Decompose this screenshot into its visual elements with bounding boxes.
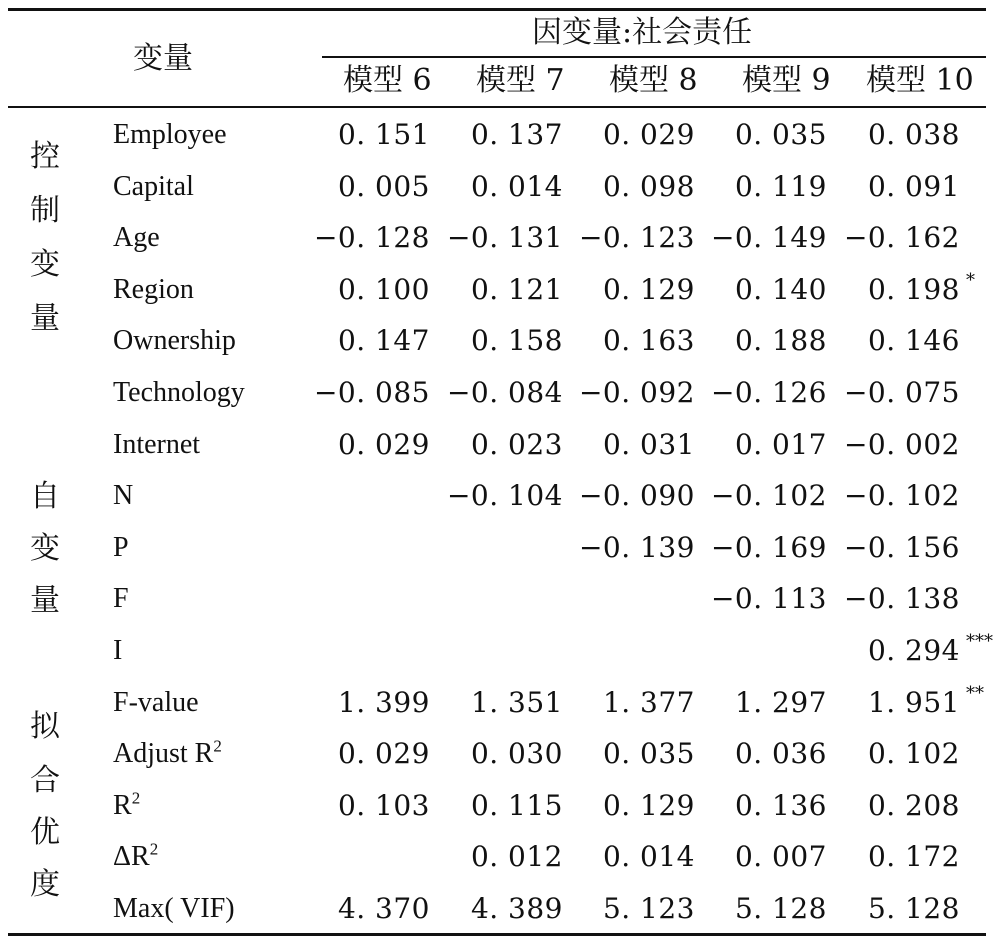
superscript: 2 [131,788,141,808]
table-cell: 0. 198 [867,273,960,306]
table-cell: −0. 128 [313,221,430,254]
table-cell: 0. 014 [470,170,563,203]
significance-marker: ** [966,683,984,704]
model-8-header: 模型 8 [609,63,698,98]
table-cell: −0. 149 [710,221,827,254]
variable-name [113,327,236,355]
table-cell: 4. 389 [470,892,563,925]
group-control-char: 量 [30,301,60,336]
table-cell: 0. 035 [602,737,695,770]
variable-label: ΔR [113,841,150,872]
table-cell: 0. 007 [734,840,827,873]
variable-name [113,379,245,407]
table-cell: −0. 075 [843,376,960,409]
variable-name [113,637,122,665]
variable-label: R [113,790,132,821]
variable-name [113,173,194,201]
table-cell: 0. 005 [337,170,430,203]
group-independent-char: 量 [30,583,60,618]
top-rule [8,8,986,11]
variable-name [113,534,129,562]
variable-name [113,224,160,252]
variable-label: Age [113,222,160,253]
table-cell: 0. 029 [602,118,695,151]
group-control-char: 变 [30,247,60,282]
table-cell: 0. 146 [867,324,960,357]
group-fit-char: 合 [30,763,60,798]
table-cell: 0. 012 [470,840,563,873]
table-cell: −0. 102 [710,479,827,512]
model-10-header: 模型 10 [866,63,974,98]
table-cell: 0. 158 [470,324,563,357]
model-7-header: 模型 7 [476,63,565,98]
variable-name [113,689,199,717]
table-cell: 1. 297 [734,686,827,719]
table-cell: 4. 370 [337,892,430,925]
table-cell: −0. 090 [578,479,695,512]
group-independent-char: 自 [30,479,60,514]
table-cell: −0. 104 [446,479,563,512]
table-cell: 0. 035 [734,118,827,151]
group-fit-char: 度 [30,867,60,902]
variable-label: Technology [113,377,245,408]
table-cell: 0. 119 [734,170,827,203]
table-cell: 0. 147 [337,324,430,357]
variable-name [113,736,222,769]
variable-name [113,482,133,510]
table-cell: −0. 002 [843,428,960,461]
table-cell: 0. 098 [602,170,695,203]
bottom-rule [8,933,986,936]
variable-name [113,788,141,821]
table-cell: −0. 102 [843,479,960,512]
header-rule [8,106,986,108]
table-cell: 0. 029 [337,737,430,770]
table-cell: 0. 091 [867,170,960,203]
table-cell: 0. 188 [734,324,827,357]
table-cell: 0. 014 [602,840,695,873]
table-cell: 1. 399 [337,686,430,719]
table-cell: 0. 140 [734,273,827,306]
variable-label: F-value [113,687,199,718]
significance-marker: * [966,270,975,291]
table-cell: 0. 100 [337,273,430,306]
table-cell: −0. 139 [578,531,695,564]
variable-label: Max( VIF) [113,893,235,924]
table-cell: 1. 377 [602,686,695,719]
dependent-variable-header: 因变量:社会责任 [532,15,753,50]
table-cell: 0. 137 [470,118,563,151]
group-control-char: 制 [30,193,60,228]
table-cell: 1. 351 [470,686,563,719]
table-cell: 0. 129 [602,789,695,822]
group-fit-char: 拟 [30,709,60,744]
table-cell: 0. 294 [867,634,960,667]
superscript: 2 [213,736,222,756]
variable-label: Employee [113,119,227,150]
variable-label: I [113,635,123,666]
variable-name [113,431,200,459]
table-cell: 0. 163 [602,324,695,357]
table-cell: 0. 036 [734,737,827,770]
variable-label: F [113,583,129,614]
table-cell: 1. 951 [867,686,960,719]
table-cell: −0. 169 [710,531,827,564]
header-sub-rule [322,56,986,58]
table-cell: −0. 156 [843,531,960,564]
model-9-header: 模型 9 [742,63,831,98]
variable-label: N [113,480,134,511]
variable-name [113,839,159,872]
variable-label: Ownership [113,325,236,356]
table-cell: 0. 136 [734,789,827,822]
variable-name [113,121,227,149]
variable-header: 变量 [133,41,193,76]
table-cell: 0. 038 [867,118,960,151]
table-cell: −0. 162 [843,221,960,254]
table-cell: 0. 017 [734,428,827,461]
table-cell: 0. 023 [470,428,563,461]
variable-name [113,276,194,304]
superscript: 2 [149,839,159,859]
variable-name [113,585,129,613]
group-independent-char: 变 [30,531,60,566]
variable-label: Adjust R [113,738,214,769]
table-cell: 0. 129 [602,273,695,306]
table-cell: 0. 030 [470,737,563,770]
table-cell: 5. 128 [734,892,827,925]
table-cell: −0. 084 [446,376,563,409]
group-control-char: 控 [30,139,60,174]
table-cell: 0. 031 [602,428,695,461]
table-cell: 0. 115 [470,789,563,822]
variable-label: P [113,532,129,563]
table-cell: 0. 029 [337,428,430,461]
table-cell: −0. 126 [710,376,827,409]
table-cell: −0. 123 [578,221,695,254]
significance-marker: *** [966,631,993,652]
variable-label: Internet [113,429,201,460]
table-cell: −0. 092 [578,376,695,409]
table-cell: −0. 138 [843,582,960,615]
group-fit-char: 优 [30,815,60,850]
variable-label: Capital [113,171,194,202]
table-cell: 5. 128 [867,892,960,925]
table-cell: 5. 123 [602,892,695,925]
table-cell: 0. 103 [337,789,430,822]
table-cell: −0. 085 [313,376,430,409]
table-cell: 0. 151 [337,118,430,151]
variable-label: Region [113,274,194,305]
table-cell: 0. 121 [470,273,563,306]
table-cell: 0. 208 [867,789,960,822]
table-cell: 0. 102 [867,737,960,770]
table-cell: −0. 131 [446,221,563,254]
table-cell: 0. 172 [867,840,960,873]
table-cell: −0. 113 [710,582,827,615]
model-6-header: 模型 6 [343,63,432,98]
variable-name [113,895,235,923]
